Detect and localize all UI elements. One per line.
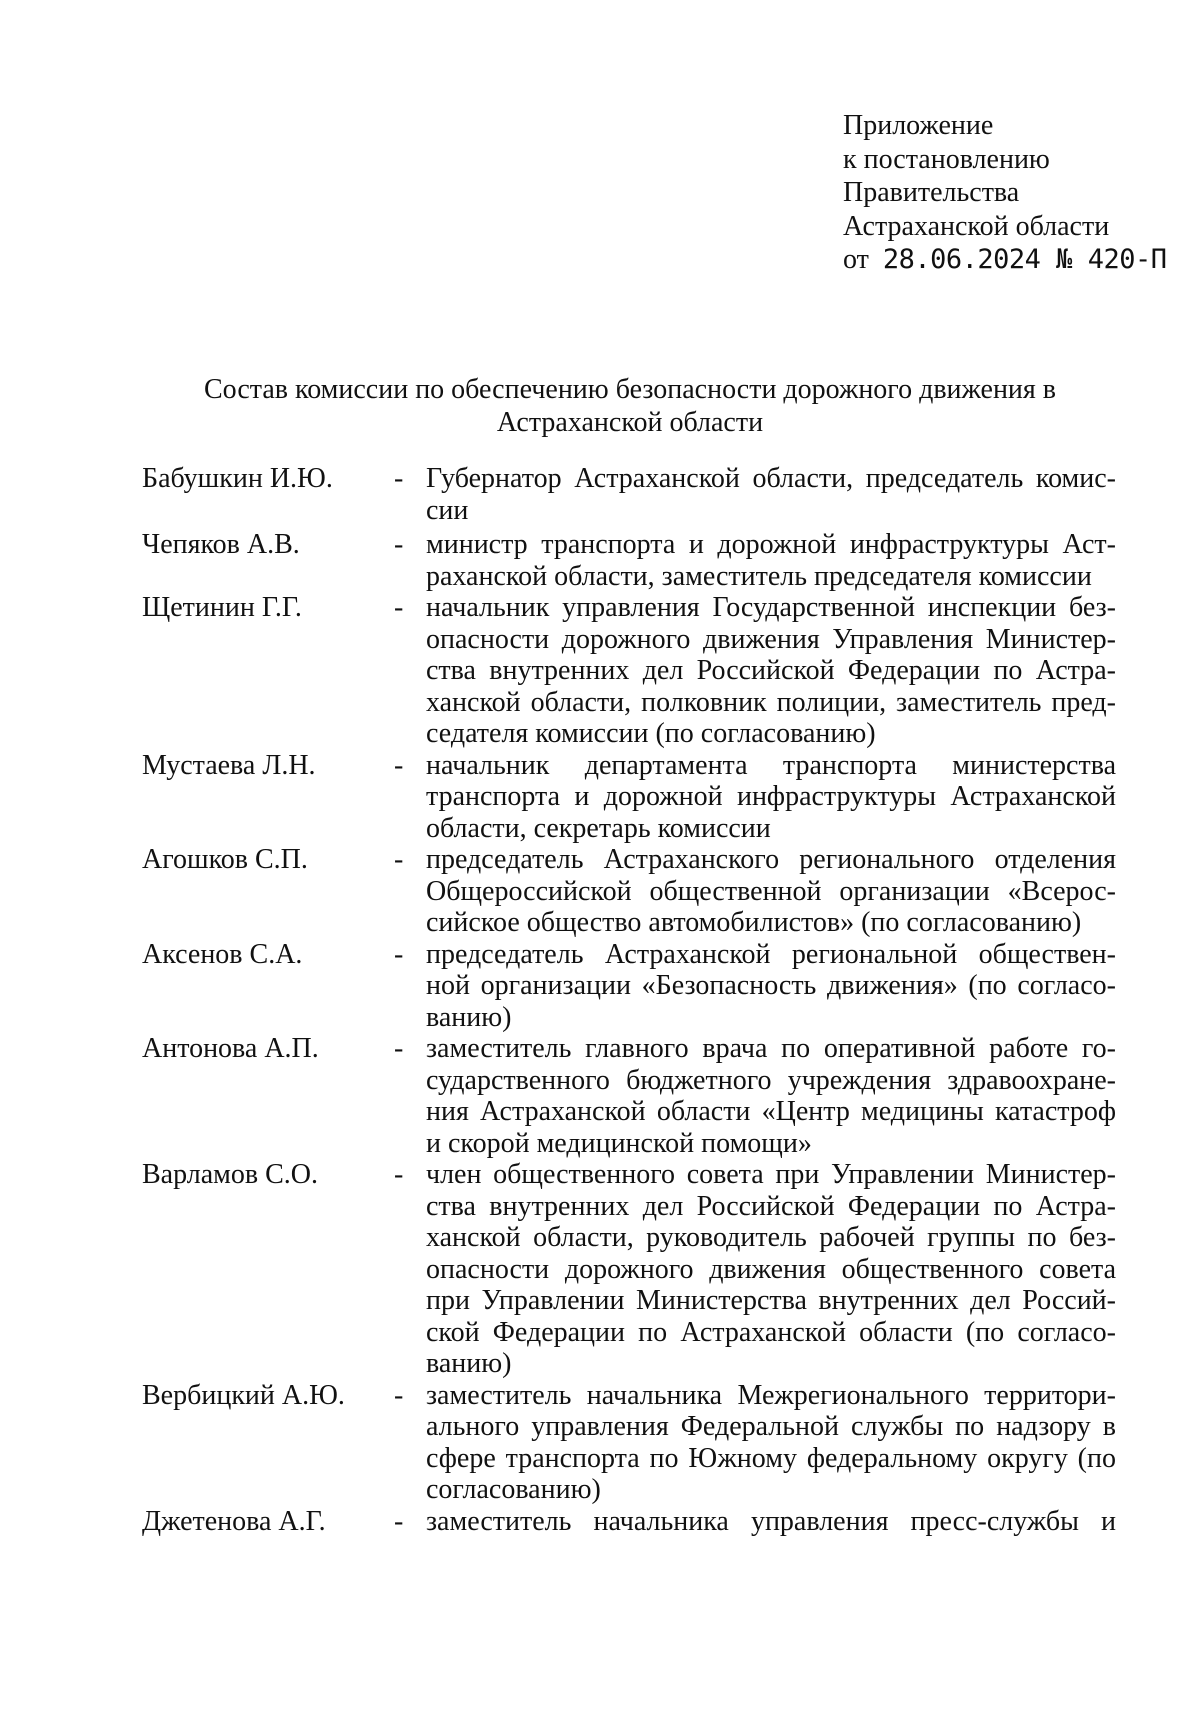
member-role-line: при Управлении Министерства внутренних дел Россий-: [426, 1285, 1116, 1316]
member-role-line: начальник департамента транспорта министерства: [426, 749, 1116, 781]
member-dash: -: [394, 1379, 404, 1411]
member-role-line: ной организации «Безопасность движения» (по согласо-: [426, 970, 1116, 1001]
member-role: [426, 463, 1116, 526]
member-row: [142, 939, 1122, 1034]
member-dash: -: [394, 1159, 404, 1190]
appendix-line: Правительства: [843, 177, 1020, 208]
date-prefix: от: [843, 244, 869, 275]
member-role-line: ханской области, полковник полиции, заместитель пред-: [426, 686, 1116, 718]
member-role: [426, 1033, 1116, 1159]
appendix-line: Астраханской области: [843, 210, 1110, 242]
member-dash: -: [394, 1505, 404, 1537]
member-role-line: министр транспорта и дорожной инфраструктуры Аст-: [426, 529, 1116, 560]
member-role-line: опасности дорожного движения общественного совета: [426, 1253, 1116, 1285]
member-role-line: ской Федерации по Астраханской области (по согласо-: [426, 1316, 1116, 1348]
members-list: [142, 463, 1122, 1537]
member-name: Джетенова А.Г.: [142, 1505, 326, 1537]
date-stamp: 28.06.2024 № 420-П: [882, 244, 1167, 275]
member-role-line: транспорта и дорожной инфраструктуры Астраханской: [426, 781, 1116, 812]
member-dash: -: [394, 529, 404, 560]
member-row: [142, 750, 1122, 845]
member-name: Агошков С.П.: [142, 844, 308, 875]
member-role: [426, 844, 1116, 939]
member-role-line: и скорой медицинской помощи»: [426, 1127, 812, 1159]
appendix-line: Приложение: [843, 110, 994, 141]
member-role-line: сии: [426, 494, 469, 526]
member-role-line: председатель Астраханского регионального отделения: [426, 844, 1116, 875]
member-role-line: сийское общество автомобилистов» (по согласованию): [426, 907, 1082, 938]
appendix-block: [843, 109, 1166, 277]
member-row: [142, 1380, 1122, 1506]
member-dash: -: [394, 463, 404, 494]
member-name: Вербицкий А.Ю.: [142, 1379, 345, 1411]
member-role-line: заместитель главного врача по оперативной работе го-: [426, 1033, 1116, 1064]
member-role-line: ванию): [426, 1348, 512, 1379]
member-dash: -: [394, 592, 404, 623]
member-role-line: седателя комиссии (по согласованию): [426, 718, 876, 749]
member-role-line: начальник управления Государственной инспекции без-: [426, 592, 1116, 623]
member-role-line: опасности дорожного движения Управления Министер-: [426, 623, 1116, 655]
member-role-line: сударственного бюджетного учреждения здравоохране-: [426, 1064, 1116, 1096]
member-name: Аксенов С.А.: [142, 938, 303, 970]
appendix-line: к постановлению: [843, 143, 1050, 175]
member-role-line: ванию): [426, 1001, 512, 1033]
member-role-line: Общероссийской общественной организации «Всерос-: [426, 875, 1116, 907]
title-line: Астраханской области: [496, 407, 764, 438]
member-role-line: ханской области, руководитель рабочей группы по без-: [426, 1222, 1116, 1253]
member-row: [142, 844, 1122, 939]
member-role-line: ства внутренних дел Российской Федерации по Астра-: [426, 1190, 1116, 1222]
member-role-line: ния Астраханской области «Центр медицины катастроф: [426, 1096, 1116, 1127]
member-row: [142, 1506, 1122, 1538]
member-name: Мустаева Л.Н.: [142, 749, 316, 781]
member-row: [142, 463, 1122, 526]
member-row: [142, 592, 1122, 750]
member-role-line: Губернатор Астраханской области, председатель комис-: [426, 463, 1116, 494]
member-role: [426, 1506, 1116, 1538]
member-row: [142, 1033, 1122, 1159]
member-role-line: области, секретарь комиссии: [426, 812, 771, 844]
member-row: [142, 1159, 1122, 1380]
title-line: Состав комиссии по обеспечению безопасности дорожного движения в: [203, 374, 1057, 405]
member-role: [426, 1380, 1116, 1506]
member-role: [426, 1159, 1116, 1380]
member-role-line: ства внутренних дел Российской Федерации по Астра-: [426, 655, 1116, 686]
member-dash: -: [394, 938, 404, 970]
member-role-line: член общественного совета при Управлении Министер-: [426, 1159, 1116, 1190]
member-name: Чепяков А.В.: [142, 529, 300, 560]
member-role-line: согласованию): [426, 1474, 601, 1505]
member-name: Бабушкин И.Ю.: [142, 463, 333, 494]
member-role-line: раханской области, заместитель председателя комиссии: [426, 560, 1092, 592]
member-role: [426, 750, 1116, 845]
appendix-date-line: [843, 243, 1166, 277]
member-role-line: заместитель начальника управления пресс-службы и: [426, 1505, 1116, 1537]
member-role-line: сфере транспорта по Южному федеральному округу (по: [426, 1442, 1116, 1474]
member-dash: -: [394, 1033, 404, 1064]
member-row: [142, 529, 1122, 592]
member-name: Антонова А.П.: [142, 1033, 319, 1064]
member-role-line: ального управления Федеральной службы по надзору в: [426, 1411, 1116, 1442]
member-dash: -: [394, 749, 404, 781]
member-role: [426, 939, 1116, 1034]
document-title: [180, 373, 1080, 439]
member-dash: -: [394, 844, 404, 875]
member-role-line: заместитель начальника Межрегионального территори-: [426, 1379, 1116, 1411]
member-role: [426, 529, 1116, 592]
member-name: Щетинин Г.Г.: [142, 592, 302, 623]
member-role: [426, 592, 1116, 750]
member-name: Варламов С.О.: [142, 1159, 318, 1190]
member-role-line: председатель Астраханской региональной обществен-: [426, 938, 1116, 970]
